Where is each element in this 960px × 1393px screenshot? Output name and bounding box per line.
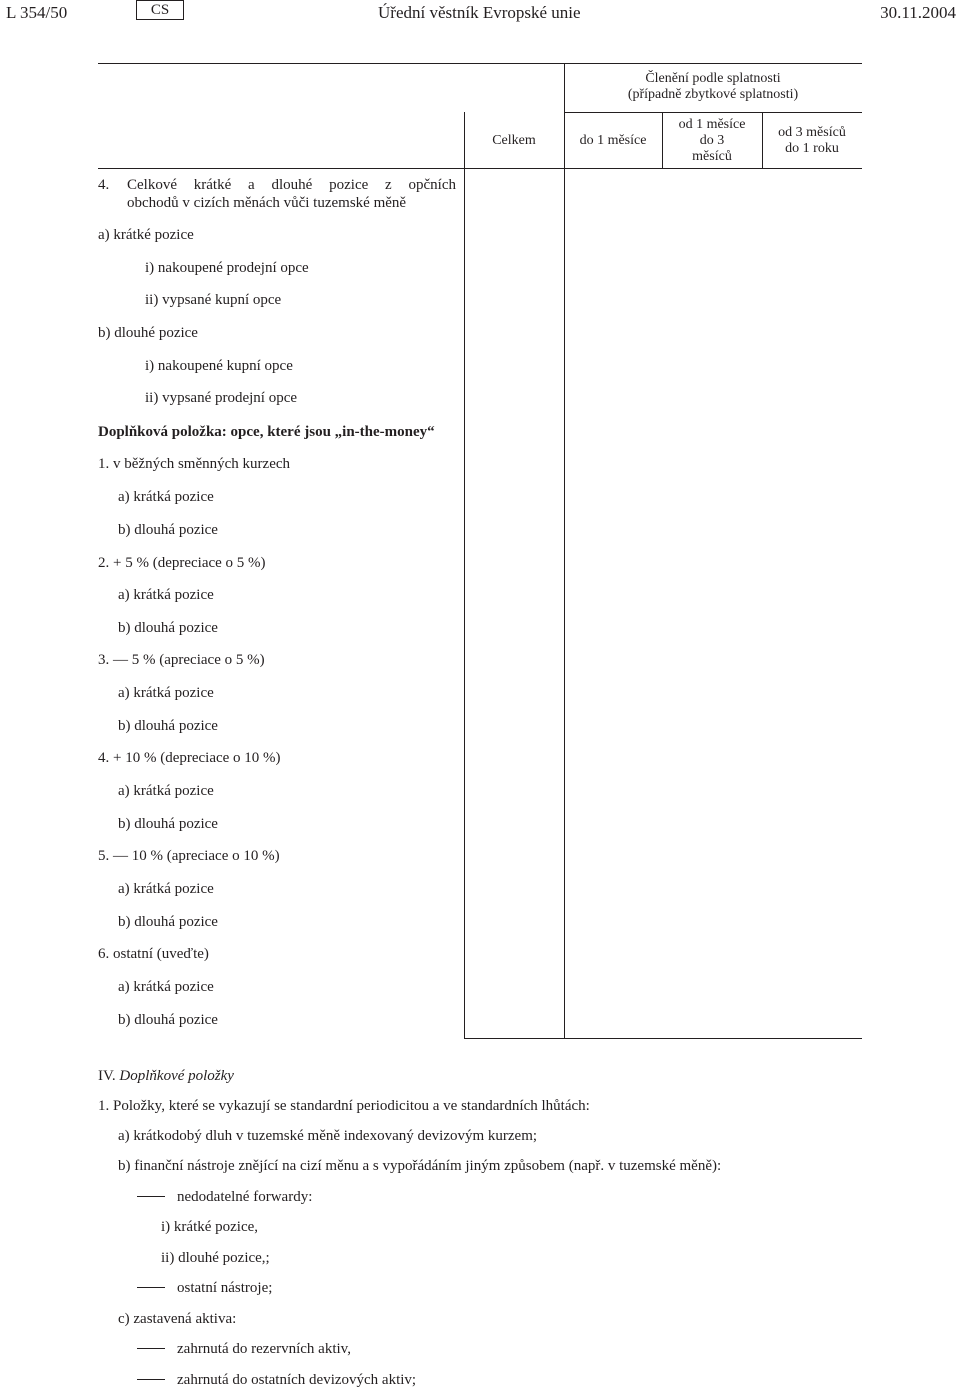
- table-row: a) krátká pozice: [118, 685, 214, 701]
- table-row: a) krátká pozice: [118, 587, 214, 603]
- table-row: 6. ostatní (uveďte): [98, 946, 209, 962]
- table-row: i) nakoupené prodejní opce: [145, 260, 309, 276]
- page-number: L 354/50: [6, 3, 68, 22]
- table-row: 5. — 10 % (apreciace o 10 %): [98, 848, 280, 864]
- column-header-1-to-3-months: od 1 měsíce do 3 měsíců: [678, 117, 746, 164]
- maturity-group-rule: [564, 112, 862, 113]
- table-row: b) dlouhá pozice: [118, 914, 218, 930]
- table-row: b) dlouhá pozice: [118, 816, 218, 832]
- em-dash-marker: [137, 1348, 165, 1349]
- language-code-box: CS: [136, 0, 184, 20]
- maturity-group-header: Členění podle splatnosti (případně zbytkové splatnosti): [627, 71, 799, 102]
- dash-list-item: nedodatelné forwardy:: [137, 1189, 312, 1206]
- table-bottom-rule: [464, 1038, 862, 1039]
- table-row: 4. + 10 % (depreciace o 10 %): [98, 750, 281, 766]
- dash-list-item: zahrnutá do ostatních devizových aktiv;: [137, 1372, 416, 1389]
- section-line: i) krátké pozice,: [161, 1219, 259, 1235]
- table-top-rule: [98, 63, 862, 64]
- table-row: b) dlouhá pozice: [118, 522, 218, 538]
- table-row: i) nakoupené kupní opce: [145, 358, 293, 374]
- section-title: Doplňkové položky: [119, 1068, 234, 1084]
- table-row: a) krátká pozice: [118, 881, 214, 897]
- table-row: a) krátká pozice: [118, 783, 214, 799]
- table-row: b) dlouhá pozice: [118, 620, 218, 636]
- column-divider-1: [464, 112, 465, 1039]
- table-row: 3. — 5 % (apreciace o 5 %): [98, 652, 265, 668]
- table-row: ii) vypsané kupní opce: [145, 292, 282, 308]
- publication-date: 30.11.2004: [880, 3, 956, 22]
- column-header-up-to-1-month: do 1 měsíce: [579, 133, 647, 148]
- table-row: b) dlouhá pozice: [118, 1012, 218, 1028]
- table-row: 2. + 5 % (depreciace o 5 %): [98, 555, 266, 571]
- section-line: b) finanční nástroje znějící na cizí měnu a s vypořádáním jiným způsobem (např. v tuzemské měně):: [118, 1158, 722, 1174]
- section-line: ii) dlouhé pozice,;: [161, 1250, 270, 1266]
- dash-list-item: ostatní nástroje;: [137, 1280, 272, 1297]
- section-number: IV.: [98, 1068, 116, 1084]
- item-4-heading: 4. Celkové krátké a dlouhé pozice z opčních obchodů v cizích měnách vůči tuzemské měně: [98, 177, 456, 211]
- table-row: a) krátká pozice: [118, 489, 214, 505]
- section-line: a) krátkodobý dluh v tuzemské měně indexovaný devizovým kurzem;: [118, 1128, 538, 1144]
- memo-item-heading: Doplňková položka: opce, které jsou „in-the-money“: [98, 424, 435, 440]
- table-row: ii) vypsané prodejní opce: [145, 390, 298, 406]
- header-bottom-rule: [98, 168, 862, 169]
- em-dash-marker: [137, 1379, 165, 1380]
- dash-list-item: zahrnutá do rezervních aktiv,: [137, 1341, 351, 1358]
- section-line: c) zastavená aktiva:: [118, 1311, 237, 1327]
- section-line: 1. Položky, které se vykazují se standardní periodicitou a ve standardních lhůtách:: [98, 1098, 590, 1114]
- column-header-3-months-to-1-year: od 3 měsíců do 1 roku: [778, 125, 846, 156]
- section-heading: [98, 1068, 234, 1085]
- table-row: a) krátká pozice: [118, 979, 214, 995]
- em-dash-marker: [137, 1196, 165, 1197]
- table-row: b) dlouhá pozice: [118, 718, 218, 734]
- table-row: b) dlouhé pozice: [98, 325, 198, 341]
- em-dash-marker: [137, 1287, 165, 1288]
- column-divider-2: [564, 63, 565, 1039]
- table-row: a) krátké pozice: [98, 227, 194, 243]
- column-header-total: Celkem: [492, 133, 536, 148]
- journal-title: Úřední věstník Evropské unie: [378, 3, 581, 22]
- table-row: 1. v běžných směnných kurzech: [98, 456, 291, 472]
